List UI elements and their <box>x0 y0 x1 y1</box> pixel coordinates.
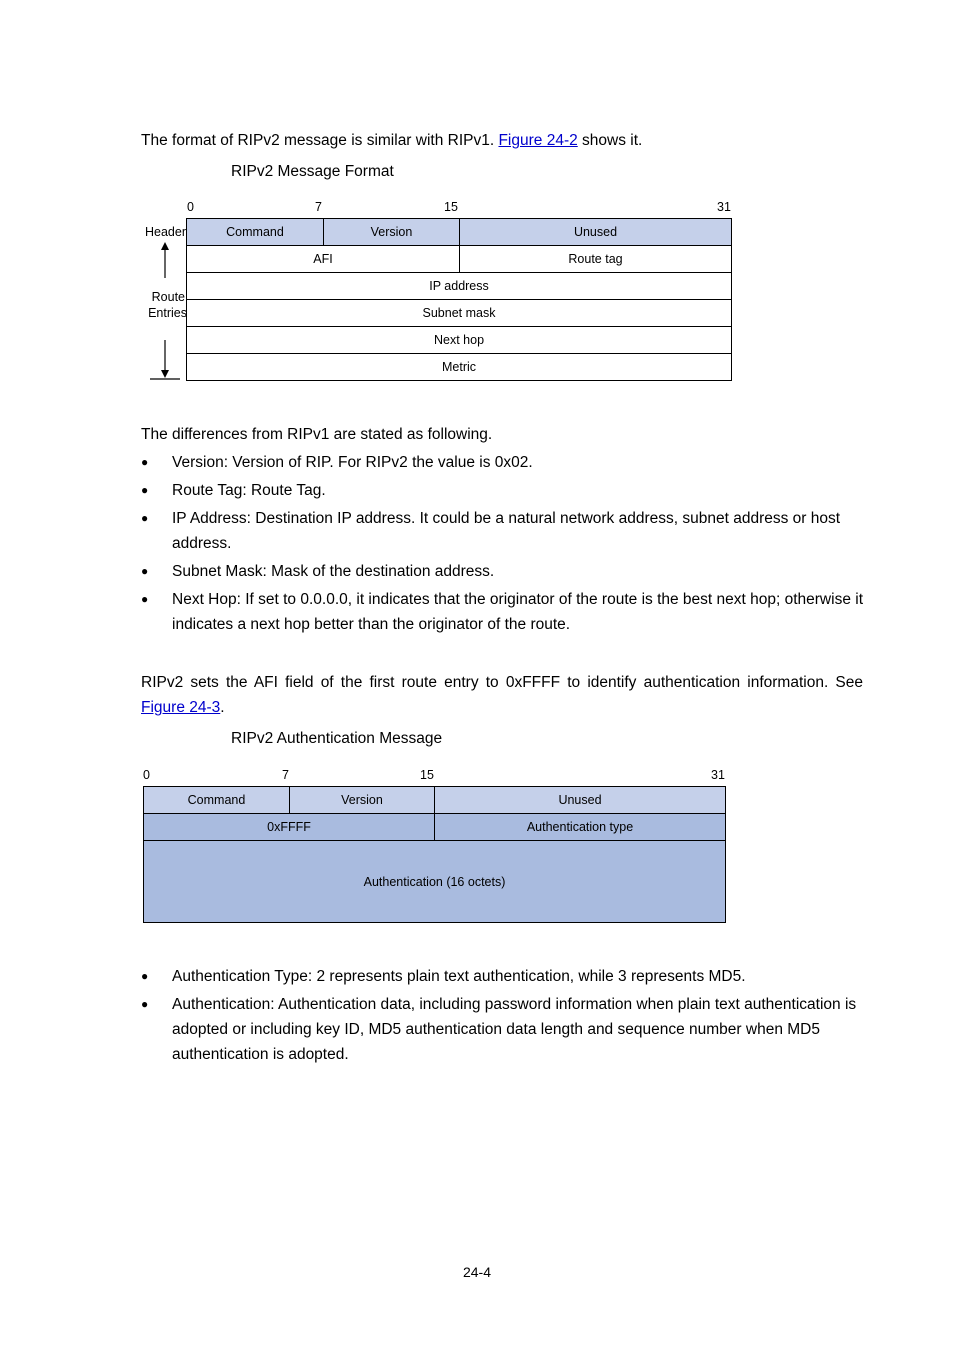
list-item: ● Next Hop: If set to 0.0.0.0, it indicates that the originator of the route is the best next hop; otherwise it indicates a next hop better than the originator of the route. <box>141 587 863 637</box>
version-field: Version <box>323 218 460 246</box>
afi-0xffff-field: 0xFFFF <box>143 813 435 841</box>
auth-intro-text: RIPv2 sets the AFI field of the first route entry to 0xFFFF to identify authentication information. See <box>141 674 863 691</box>
bullet-icon: ● <box>141 455 149 469</box>
auth-intro-end: . <box>220 699 225 716</box>
bullet-icon: ● <box>141 997 149 1011</box>
entries-label: Entries <box>148 306 187 320</box>
bit-31: 31 <box>717 200 731 214</box>
unused-field: Unused <box>459 218 732 246</box>
figure1-caption: RIPv2 Message Format <box>231 163 394 180</box>
figure2-caption: RIPv2 Authentication Message <box>231 730 443 747</box>
route-label: Route <box>151 290 185 304</box>
subnet-mask-field: Subnet mask <box>186 299 732 327</box>
header-label: Header <box>145 225 186 239</box>
differences-intro: The differences from RIPv1 are stated as following. <box>141 426 493 443</box>
bit-15: 15 <box>444 200 458 214</box>
bit-15: 15 <box>420 768 434 782</box>
route-tag-field: Route tag <box>459 245 732 273</box>
intro-paragraph <box>141 128 863 153</box>
next-hop-field: Next hop <box>186 326 732 354</box>
ip-address-field: IP address <box>186 272 732 300</box>
list-item: ● Authentication Type: 2 represents plain text authentication, while 3 represents MD5. <box>141 964 863 989</box>
intro-text-end: shows it. <box>577 132 643 149</box>
bit-31: 31 <box>711 768 725 782</box>
metric-field: Metric <box>186 353 732 381</box>
bullet-icon: ● <box>141 564 149 578</box>
bullet-icon: ● <box>141 969 149 983</box>
bit-7: 7 <box>315 200 322 214</box>
auth-fields-list <box>141 964 863 1070</box>
bullet-icon: ● <box>141 483 149 497</box>
unused-field: Unused <box>434 786 726 814</box>
version-field: Version <box>289 786 435 814</box>
auth-intro-paragraph <box>141 670 863 720</box>
figure-24-2-link[interactable]: Figure 24-2 <box>498 132 578 149</box>
afi-field: AFI <box>186 245 460 273</box>
list-item: ● Version: Version of RIP. For RIPv2 the value is 0x02. <box>141 450 863 475</box>
intro-text: The format of RIPv2 message is similar with RIPv1. <box>141 132 499 149</box>
command-field: Command <box>186 218 324 246</box>
bullet-icon: ● <box>141 511 149 525</box>
authentication-field: Authentication (16 octets) <box>143 840 726 923</box>
list-item: ● Authentication: Authentication data, including password information when plain text authentication is adopted or including key ID, MD5 authentication data length and sequence number when MD5 authentication is adopted. <box>141 992 863 1067</box>
bit-0: 0 <box>143 768 150 782</box>
differences-list <box>141 450 863 640</box>
bullet-icon: ● <box>141 592 149 606</box>
list-item: ● Route Tag: Route Tag. <box>141 478 863 503</box>
page-number: 24-4 <box>462 1264 492 1280</box>
list-item: ● IP Address: Destination IP address. It could be a natural network address, subnet address or host address. <box>141 506 863 556</box>
command-field: Command <box>143 786 290 814</box>
list-item: ● Subnet Mask: Mask of the destination address. <box>141 559 863 584</box>
authentication-type-field: Authentication type <box>434 813 726 841</box>
bit-0: 0 <box>187 200 194 214</box>
bit-7: 7 <box>282 768 289 782</box>
figure-24-3-link[interactable]: Figure 24-3 <box>141 699 221 716</box>
